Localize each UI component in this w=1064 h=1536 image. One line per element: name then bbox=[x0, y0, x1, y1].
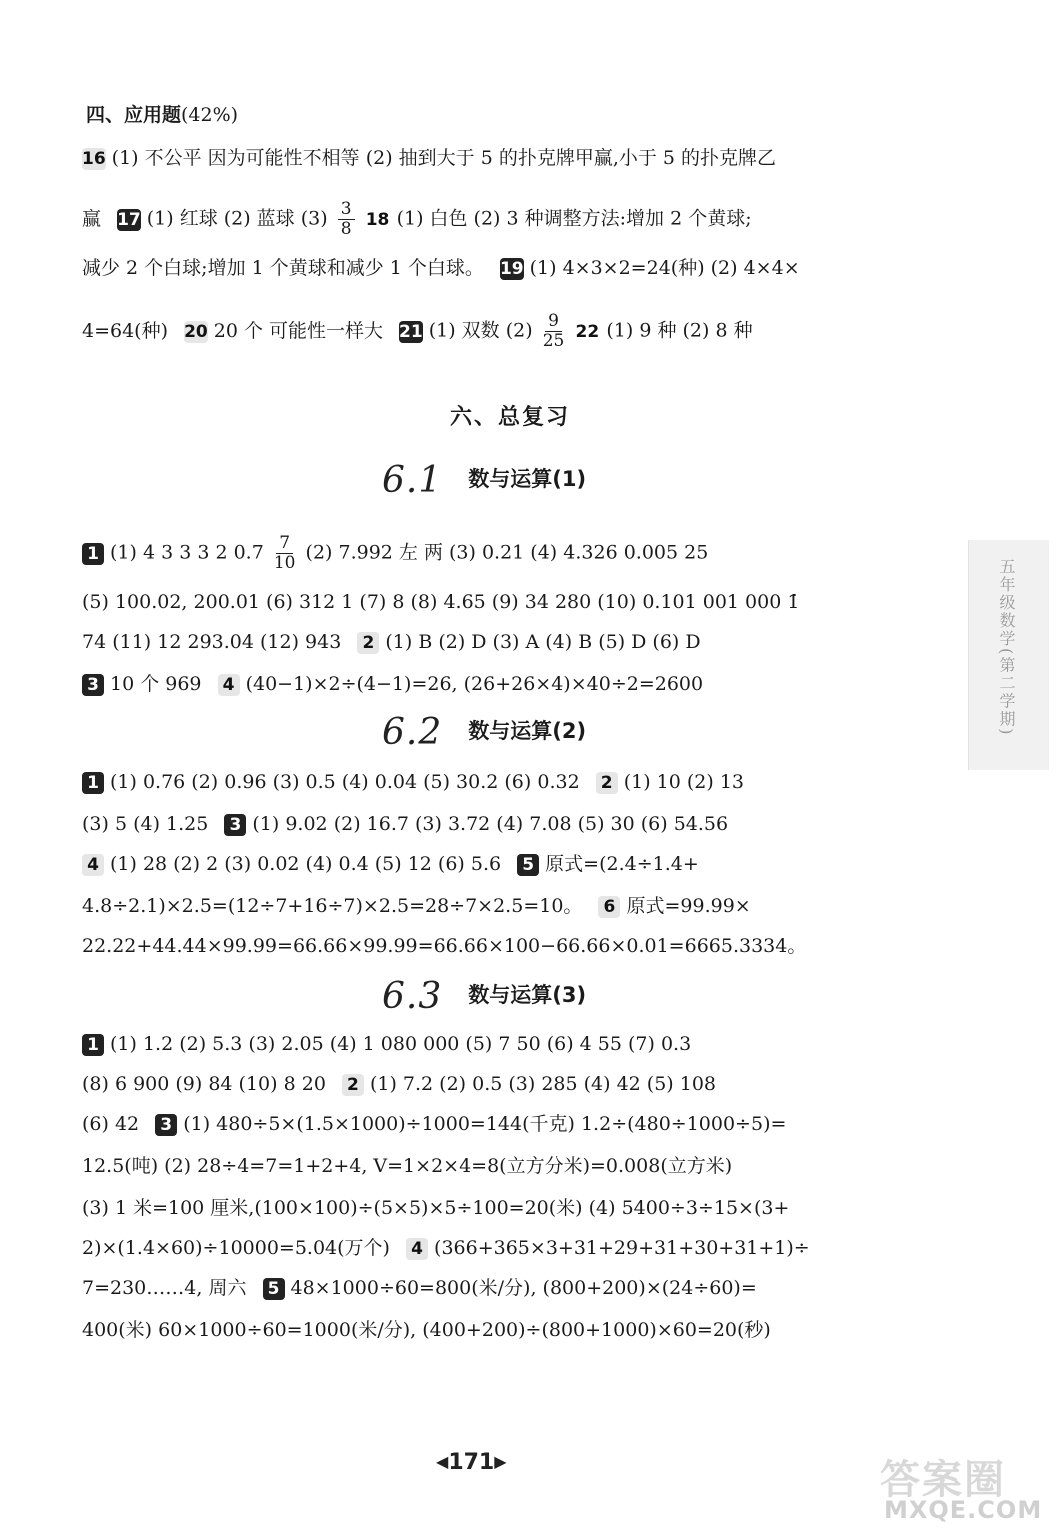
fraction bbox=[338, 200, 355, 239]
question-number: 4 bbox=[406, 1238, 428, 1260]
right-arrow-icon: ▶ bbox=[494, 1452, 507, 1471]
answer-text: (3) 5 (4) 1.25 bbox=[82, 813, 209, 835]
answer-text: (3) 1 米=100 厘米,(100×100)÷(5×5)×5÷100=20(米) (4) 5400÷3÷15×(3+ bbox=[82, 1197, 790, 1219]
subsection-title: 数与运算(2) bbox=[468, 719, 587, 743]
answer-line bbox=[82, 1236, 810, 1260]
question-number: 5 bbox=[517, 854, 539, 876]
answer-text: 4=64(种) bbox=[82, 319, 169, 342]
watermark-line1: 答案圈 bbox=[880, 1457, 1006, 1503]
question-number: 21 bbox=[399, 321, 423, 342]
subsection-heading bbox=[382, 712, 586, 753]
answer-line bbox=[82, 312, 753, 351]
fraction-denominator: 10 bbox=[273, 553, 296, 573]
left-arrow-icon: ◀ bbox=[436, 1452, 449, 1471]
subsection-heading bbox=[382, 976, 586, 1017]
question-number: 2 bbox=[596, 772, 618, 794]
question-number: 4 bbox=[82, 854, 104, 876]
question-number: 3 bbox=[224, 814, 246, 836]
question-number: 4 bbox=[218, 674, 240, 696]
answer-text: 400(米) 60×1000÷60=1000(米/分), (400+200)÷(800+1000)×60=20(秒) bbox=[82, 1319, 771, 1341]
answer-line bbox=[82, 1032, 691, 1056]
answer-text: (1) 9.02 (2) 16.7 (3) 3.72 (4) 7.08 (5) 30 (6) 54.56 bbox=[252, 813, 729, 835]
answer-line bbox=[82, 146, 776, 170]
answer-line bbox=[82, 200, 752, 239]
question-number: 2 bbox=[357, 632, 379, 654]
answer-text: (1) 480÷5×(1.5×1000)÷1000=144(千克) 1.2÷(480÷1000÷5)= bbox=[183, 1113, 787, 1135]
answer-text: 减少 2 个白球;增加 1 个黄球和减少 1 个白球。 bbox=[82, 257, 484, 279]
answer-text: (366+365×3+31+29+31+30+31+1)÷ bbox=[434, 1237, 810, 1259]
answer-text: 原式=99.99× bbox=[626, 895, 751, 917]
answer-text: (6) 42 bbox=[82, 1113, 140, 1135]
fraction bbox=[543, 312, 565, 351]
subsection-number: 6.1 bbox=[382, 460, 443, 501]
answer-line bbox=[82, 534, 708, 573]
question-number: 22 bbox=[575, 321, 600, 342]
watermark bbox=[880, 1448, 1060, 1530]
answer-line bbox=[82, 590, 799, 614]
answer-text: (1) B (2) D (3) A (4) B (5) D (6) D bbox=[385, 631, 701, 653]
question-number: 1 bbox=[82, 772, 104, 794]
side-tab-label: 五年级数学(第二学期) bbox=[997, 558, 1016, 737]
chapter-title: 六、总复习 bbox=[449, 405, 570, 430]
answer-line bbox=[82, 852, 699, 876]
page-number-value: 171 bbox=[448, 1450, 495, 1475]
answer-text: 原式=(2.4÷1.4+ bbox=[545, 853, 699, 875]
answer-text: (1) 4×3×2=24(种) (2) 4×4× bbox=[529, 257, 800, 279]
answer-text: (1) 9 种 (2) 8 种 bbox=[606, 319, 753, 342]
answer-text: 赢 bbox=[82, 207, 102, 230]
section-heading bbox=[86, 100, 238, 127]
subsection-title: 数与运算(3) bbox=[468, 983, 587, 1007]
question-number: 5 bbox=[263, 1278, 285, 1300]
answer-text: 4.8÷2.1)×2.5=(12÷7+16÷7)×2.5=28÷7×2.5=10。 bbox=[82, 895, 583, 917]
subsection-number: 6.2 bbox=[382, 712, 443, 753]
subsection-heading bbox=[382, 460, 586, 501]
answer-text: (2) 7.992 左 两 (3) 0.21 (4) 4.326 0.005 25 bbox=[305, 541, 709, 564]
question-number: 6 bbox=[598, 896, 620, 918]
answer-text: (1) 红球 (2) 蓝球 (3) bbox=[146, 207, 328, 230]
answer-text: (1) 4 3 3 3 2 0.7 bbox=[110, 541, 264, 564]
fraction-numerator: 7 bbox=[276, 534, 293, 554]
question-number: 19 bbox=[499, 259, 524, 279]
answer-text: (1) 白色 (2) 3 种调整方法:增加 2 个黄球; bbox=[396, 207, 752, 230]
answer-line bbox=[82, 1072, 716, 1096]
answer-line bbox=[82, 894, 751, 918]
answer-line bbox=[82, 1196, 789, 1220]
fraction-numerator: 9 bbox=[545, 312, 562, 332]
answer-text: 10 个 969 bbox=[110, 673, 202, 695]
answer-text: 2)×(1.4×60)÷10000=5.04(万个) bbox=[82, 1237, 390, 1259]
subsection-title: 数与运算(1) bbox=[468, 467, 587, 491]
answer-line bbox=[82, 630, 701, 654]
question-number: 18 bbox=[365, 209, 390, 230]
answer-text: (40−1)×2÷(4−1)=26, (26+26×4)×40÷2=2600 bbox=[245, 673, 704, 695]
answer-text: (1) 双数 (2) bbox=[428, 319, 533, 342]
subsection-number: 6.3 bbox=[382, 976, 443, 1017]
answer-line bbox=[82, 256, 800, 280]
answer-text: 7=230……4, 周六 bbox=[82, 1277, 247, 1299]
answer-text: (1) 0.76 (2) 0.96 (3) 0.5 (4) 0.04 (5) 30.2 (6) 0.32 bbox=[110, 771, 580, 793]
fraction-denominator: 25 bbox=[542, 331, 565, 351]
answer-line bbox=[82, 1112, 786, 1136]
fraction-numerator: 3 bbox=[338, 200, 355, 220]
question-number: 20 bbox=[184, 321, 208, 342]
answer-text: 74 (11) 12 293.04 (12) 943 bbox=[82, 631, 342, 653]
answer-text: 12.5(吨) (2) 28÷4=7=1+2+4, V=1×2×4=8(立方分米)=0.008(立方米) bbox=[82, 1155, 733, 1177]
answer-line bbox=[82, 770, 744, 794]
question-number: 2 bbox=[342, 1074, 364, 1096]
question-number: 3 bbox=[155, 1114, 177, 1136]
answer-text: (1) 28 (2) 2 (3) 0.02 (4) 0.4 (5) 12 (6) 5.6 bbox=[110, 853, 502, 875]
answer-text: (1) 1.2 (2) 5.3 (3) 2.05 (4) 1 080 000 (5) 7 50 (6) 4 55 (7) 0.3 bbox=[110, 1033, 692, 1055]
answer-line bbox=[82, 672, 703, 696]
fraction bbox=[274, 534, 296, 573]
page-number bbox=[436, 1450, 507, 1475]
question-number: 1 bbox=[82, 543, 104, 565]
answer-text: (8) 6 900 (9) 84 (10) 8 20 bbox=[82, 1073, 326, 1095]
answer-text: (1) 10 (2) 13 bbox=[623, 771, 745, 793]
answer-text: 22.22+44.44×99.99=66.66×99.99=66.66×100−66.66×0.01=6665.3334。 bbox=[82, 935, 807, 957]
answer-text: (5) 100.02, 200.01 (6) 312 1 (7) 8 (8) 4.65 (9) 34 280 (10) 0.101 001 000 1̇ bbox=[82, 591, 800, 613]
answer-text: (1) 不公平 因为可能性不相等 (2) 抽到大于 5 的扑克牌甲赢,小于 5 的扑克牌乙 bbox=[111, 147, 777, 169]
answer-line bbox=[82, 934, 806, 958]
section-heading-percent: (42%) bbox=[181, 104, 239, 126]
answer-text: (1) 7.2 (2) 0.5 (3) 285 (4) 42 (5) 108 bbox=[369, 1073, 717, 1095]
side-tab bbox=[968, 540, 1049, 770]
answer-line bbox=[82, 1318, 771, 1342]
question-number: 16 bbox=[82, 149, 106, 169]
question-number: 3 bbox=[82, 674, 104, 696]
section-heading-text: 四、应用题 bbox=[86, 104, 182, 126]
answer-line bbox=[82, 1154, 732, 1178]
answer-line bbox=[82, 1276, 757, 1300]
question-number: 17 bbox=[117, 209, 141, 230]
question-number: 1 bbox=[82, 1034, 104, 1056]
fraction-denominator: 8 bbox=[340, 219, 352, 239]
answer-text: 20 个 可能性一样大 bbox=[213, 319, 383, 342]
watermark-line2: MXQE.COM bbox=[884, 1496, 1043, 1524]
answer-text: 48×1000÷60=800(米/分), (800+200)×(24÷60)= bbox=[290, 1277, 757, 1299]
answer-line bbox=[82, 812, 728, 836]
